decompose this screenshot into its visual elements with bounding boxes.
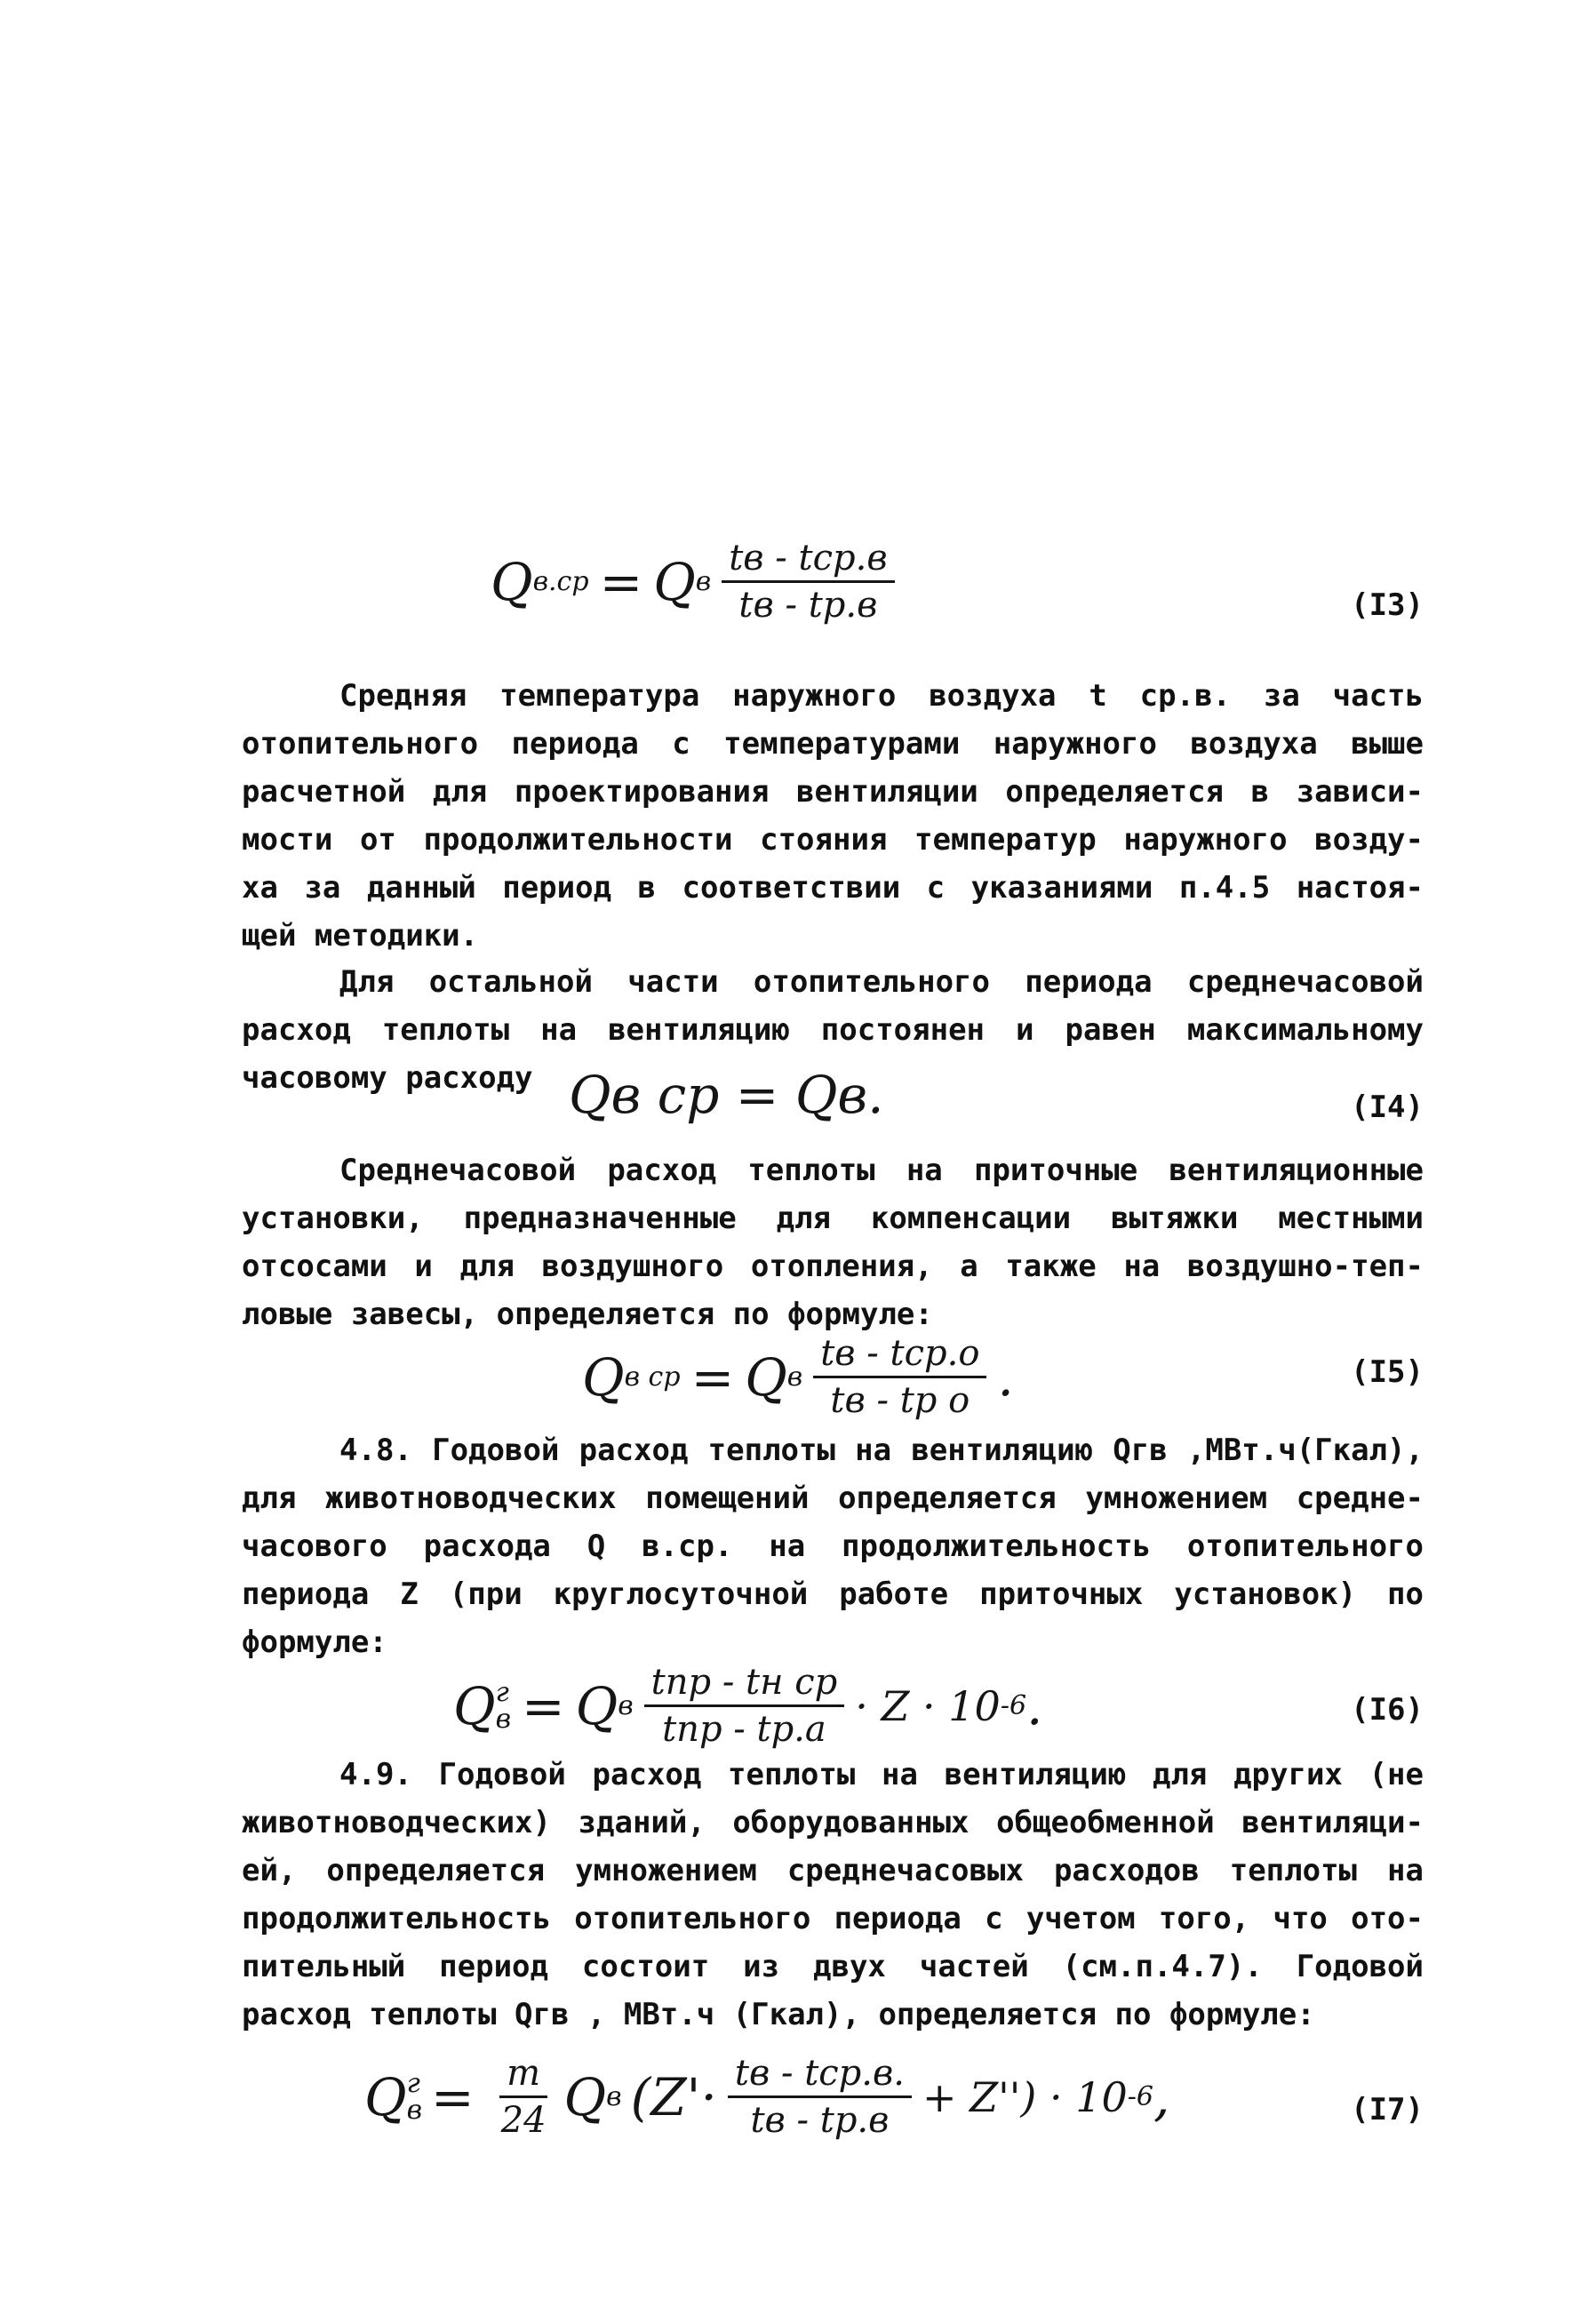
eq15-denominator: tв - tр о: [830, 1380, 970, 1421]
equation-17: Q г в = $\frac{m}{24}$ Q в (Z'· $\frac{\text{tв - tср.в.}}{tв - tр.в}$ + Z'') · 10 -6 , (I7): [364, 2053, 1424, 2141]
eq15-lhs-sub: в ср: [624, 1361, 681, 1393]
para4-line: формуле:: [242, 1624, 387, 1660]
eq13-rhs: Q: [653, 551, 696, 612]
eq17-fraction: [728, 2053, 912, 2141]
eq15-rhs: Q: [745, 1346, 787, 1408]
eq17-tail: + Z'') · 10: [922, 2072, 1128, 2121]
eq16-rhs: Q: [575, 1675, 618, 1736]
eq17-lhs-sub: в: [406, 2094, 423, 2126]
paragraph-4: [242, 1426, 1424, 1666]
para4-line: периода Z (при круглосуточной работе приточных установок) по: [242, 1577, 1424, 1612]
eq15-number: (I5): [1351, 1354, 1424, 1390]
eq17-lhs-sup: г: [406, 2067, 420, 2099]
eq14-number: (I4): [1351, 1090, 1424, 1125]
para5-line: продолжительность отопительного периода с учетом того, что ото-: [242, 1901, 1424, 1936]
paragraph-5: [242, 1751, 1424, 2039]
para4-line: часового расхода Q в.ср. на продолжительность отопительного: [242, 1529, 1424, 1564]
para1-line: мости от продолжительности стояния температур наружного возду-: [242, 822, 1424, 858]
equation-13: Q в.ср = Q в $\frac{\text{tв - tср.в}}{tв - tр.в}$ (I3): [491, 538, 1424, 626]
para3-line: отсосами и для воздушного отопления, а также на воздушно-теп-: [242, 1249, 1424, 1284]
para3-line: ловые завесы, определяется по формуле:: [242, 1297, 933, 1332]
eq17-lhs: Q: [364, 2066, 407, 2127]
equation-16: Q г в = Q в $\frac{\text{tпр - tн ср}}{\text{tпр - tр.а}}$ · Z · 10 -6 . (I6): [453, 1662, 1424, 1750]
para5-line: пительный период состоит из двух частей (см.п.4.7). Годовой: [242, 1949, 1424, 1984]
eq13-rhs-sub: в: [695, 566, 712, 597]
eq13-denominator: tв - tр.в: [738, 585, 878, 626]
eq17-number: (I7): [1351, 2092, 1424, 2127]
eq16-numerator: tпр - tн ср: [644, 1662, 845, 1707]
eq17-coef-denominator: 24: [500, 2100, 547, 2141]
eq13-number: (I3): [1351, 587, 1424, 623]
para3-line: Среднечасовой расход теплоты на приточные вентиляционные: [339, 1153, 1424, 1188]
eq13-lhs: Q: [491, 551, 533, 612]
eq17-denominator: tв - tр.в: [750, 2100, 890, 2141]
para5-line: расход теплоты Qгв , МВт.ч (Гкал), определяется по формуле:: [242, 1997, 1315, 2032]
eq16-lhs: Q: [453, 1675, 496, 1736]
eq13-fraction: [722, 538, 894, 626]
eq17-rhs-sub: в: [606, 2081, 622, 2112]
eq15-lhs: Q: [582, 1346, 625, 1408]
equation-14: [0, 1058, 1596, 1138]
eq16-number: (I6): [1351, 1692, 1424, 1728]
eq16-lhs-sup: г: [495, 1676, 509, 1708]
para5-line: 4.9. Годовой расход теплоты на вентиляцию для других (не: [339, 1757, 1424, 1792]
eq15-rhs-sub: в: [786, 1361, 803, 1393]
para3-line: установки, предназначенные для компенсации вытяжки местными: [242, 1201, 1424, 1236]
eq17-rhs: Q: [563, 2066, 607, 2127]
eq17-coef-numerator: m: [499, 2053, 547, 2098]
eq14-formula: Qв ср = Qв.: [569, 1065, 884, 1125]
eq16-tail: · Z · 10: [855, 1681, 1001, 1730]
eq16-lhs-sub: в: [495, 1703, 512, 1735]
eq16-exponent: -6: [1000, 1690, 1027, 1721]
eq17-z1: (Z'·: [630, 2066, 717, 2127]
para1-line: щей методики.: [242, 918, 479, 954]
para1-line: отопительного периода с температурами наружного воздуха выше: [242, 726, 1424, 762]
eq16-rhs-sub: в: [618, 1690, 634, 1721]
equation-15: Q в ср = Q в $\frac{\text{tв - tср.о}}{\text{tв - tр о}}$ . (I5): [582, 1333, 1424, 1421]
para5-line: животноводческих) зданий, оборудованных общеобменной вентиляци-: [242, 1805, 1424, 1840]
paragraph-3: [242, 1146, 1424, 1338]
para2-line: часовому расходу: [242, 1060, 533, 1096]
eq13-lhs-sub: в.ср: [532, 566, 589, 597]
para2-line: Для остальной части отопительного периода среднечасовой: [339, 964, 1424, 1000]
eq16-denominator: tпр - tр.а: [662, 1709, 826, 1750]
para1-line: ха за данный период в соответствии с указаниями п.4.5 настоя-: [242, 870, 1424, 906]
para1-line: расчетной для проектирования вентиляции определяется в зависи-: [242, 774, 1424, 810]
eq15-fraction: [813, 1333, 986, 1421]
eq17-coefficient: [494, 2053, 554, 2141]
eq17-numerator: tв - tср.в.: [728, 2053, 912, 2098]
eq13-numerator: tв - tср.в: [722, 538, 894, 583]
paragraph-1: [242, 672, 1424, 960]
para5-line: ей, определяется умножением среднечасовых расходов теплоты на: [242, 1853, 1424, 1888]
para2-line: расход теплоты на вентиляцию постоянен и равен максимальному: [242, 1012, 1424, 1048]
para1-line: Средняя температура наружного воздуха t ср.в. за часть: [339, 678, 1424, 714]
eq17-exponent: -6: [1127, 2081, 1153, 2112]
para4-line: 4.8. Годовой расход теплоты на вентиляцию Qгв ,МВт.ч(Гкал),: [339, 1433, 1424, 1468]
para4-line: для животноводческих помещений определяется умножением средне-: [242, 1481, 1424, 1516]
eq15-numerator: tв - tср.о: [813, 1333, 986, 1378]
eq16-fraction: [644, 1662, 845, 1750]
